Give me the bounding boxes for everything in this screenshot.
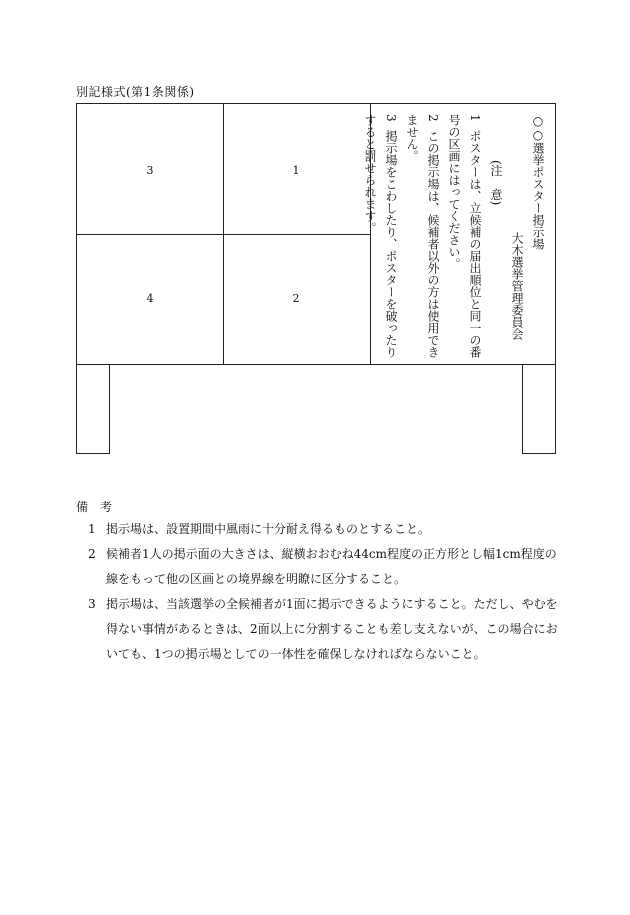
remark-number: 1 [88, 522, 96, 536]
caution-text: 掲示場をこわしたり、ポスターを破ったり [384, 130, 398, 358]
committee-name: 大木選挙管理委員会 [510, 232, 524, 340]
remark-number: 3 [88, 597, 96, 611]
caution-number: 3 [384, 114, 398, 122]
slot-number-2: 2 [292, 292, 300, 305]
remark-number: 2 [88, 547, 96, 561]
remark-text: 候補者1人の掲示面の大きさは、縦横おおむね44cm程度の正方形とし幅1cm程度の線をもって他の区画との境界線を明瞭に区分すること。 [106, 547, 557, 586]
remark-text: 掲示場は、設置期間中風雨に十分耐え得るものとすること。 [106, 522, 431, 536]
poster-board [76, 103, 556, 365]
remark-text: 掲示場は、当該選挙の全候補者が1面に掲示できるようにすること。ただし、やむを得ない事情があるときは、2面以上に分割することも差し支えないが、この場合においても、1つの掲示場としての一体性を確保しなければならないこと。 [106, 597, 558, 661]
caution-text: この掲示場は、候補者以外の方は使用でき [426, 130, 440, 358]
divider [77, 234, 370, 235]
caution-text: すると罰せられます。 [363, 114, 377, 234]
slot-number-3: 3 [146, 164, 154, 177]
board-leg-right [522, 364, 556, 454]
caution-text: ません。 [405, 114, 419, 162]
caution-text: 号の区画にはってください。 [447, 114, 461, 270]
poster-board-title: ○○選挙ポスター掲示場 [531, 114, 545, 250]
remarks-heading: 備考 [76, 500, 125, 514]
caution-number: 1 [468, 114, 482, 122]
caution-number: 2 [426, 114, 440, 122]
caution-text: ポスターは、立候補の届出順位と同一の番 [468, 130, 482, 358]
slot-number-4: 4 [146, 292, 154, 305]
caution-heading: (注 意) [489, 160, 503, 206]
form-title: 別記様式(第1条関係) [76, 85, 195, 99]
board-leg-left [76, 364, 110, 454]
slot-number-1: 1 [292, 164, 300, 177]
